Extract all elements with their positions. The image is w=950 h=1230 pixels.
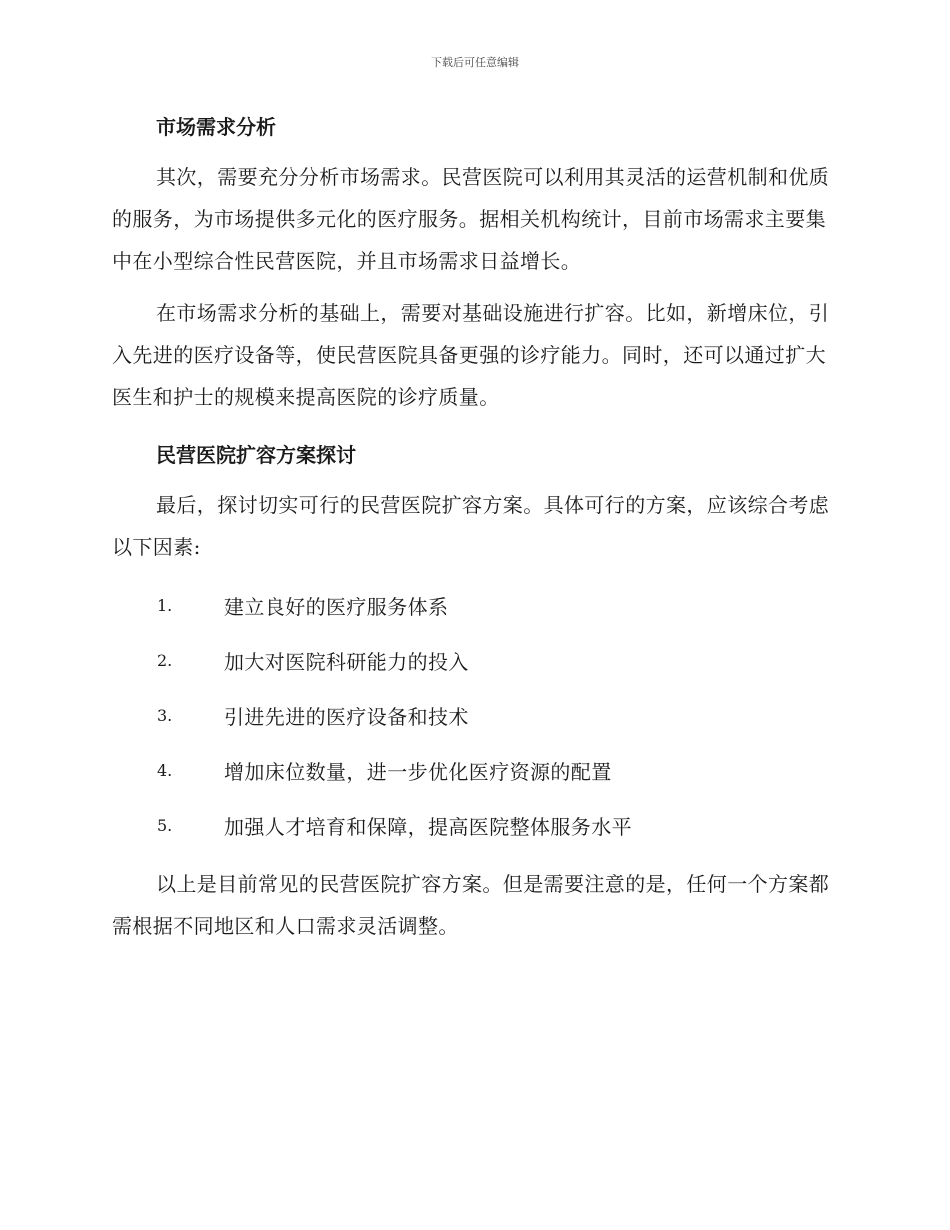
- list-item-text: 加强人才培育和保障，提高医院整体服务水平: [224, 815, 632, 839]
- list-item-text: 建立良好的医疗服务体系: [224, 595, 449, 619]
- expansion-factor-list: [112, 578, 830, 853]
- list-item-number: 3.: [157, 706, 173, 725]
- list-item: [157, 798, 830, 853]
- list-item: [157, 688, 830, 743]
- list-item-text: 加大对医院科研能力的投入: [224, 650, 469, 674]
- paragraph-expansion-intro: 最后，探讨切实可行的民营医院扩容方案。具体可行的方案，应该综合考虑以下因素:: [112, 493, 830, 559]
- list-item: [157, 578, 830, 633]
- document-body: [112, 108, 830, 947]
- list-item-number: 5.: [157, 816, 173, 835]
- section-heading-market: 市场需求分析: [156, 115, 276, 139]
- list-item-text: 引进先进的医疗设备和技术: [224, 705, 469, 729]
- list-item-text: 增加床位数量，进一步优化医疗资源的配置: [224, 760, 612, 784]
- list-item-number: 2.: [157, 651, 173, 670]
- page-header-note: 下载后可任意编辑: [431, 56, 519, 69]
- paragraph-market-1: 其次，需要充分分析市场需求。民营医院可以利用其灵活的运营机制和优质的服务，为市场提供多元化的医疗服务。据相关机构统计，目前市场需求主要集中在小型综合性民营医院，并且市场需求日益增长。: [112, 165, 830, 273]
- list-item-number: 4.: [157, 761, 173, 780]
- list-item: [157, 743, 830, 798]
- list-item-number: 1.: [157, 596, 173, 615]
- list-item: [157, 633, 830, 688]
- paragraph-conclusion: 以上是目前常见的民营医院扩容方案。但是需要注意的是，任何一个方案都需根据不同地区和人口需求灵活调整。: [112, 872, 830, 938]
- section-heading-expansion: 民营医院扩容方案探讨: [156, 443, 356, 467]
- paragraph-market-2: 在市场需求分析的基础上，需要对基础设施进行扩容。比如，新增床位，引入先进的医疗设备等，使民营医院具备更强的诊疗能力。同时，还可以通过扩大医生和护士的规模来提高医院的诊疗质量。: [112, 301, 830, 409]
